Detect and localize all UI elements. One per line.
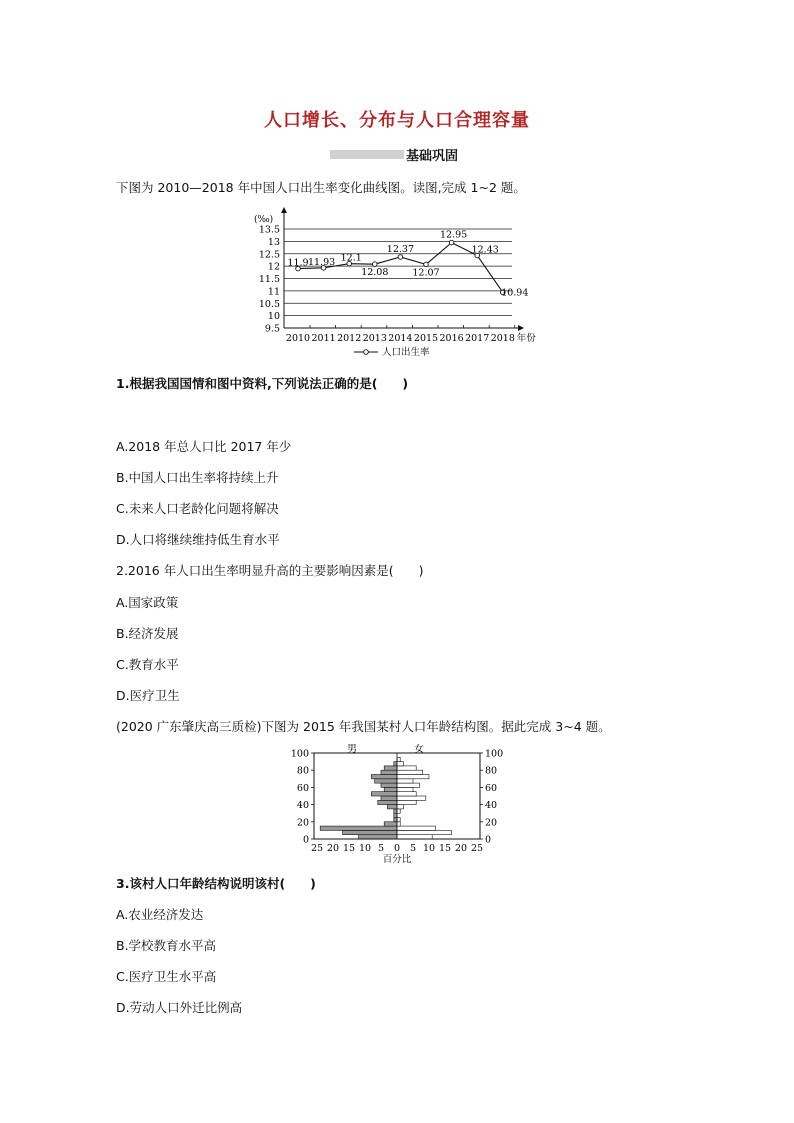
pyramid-axes: [291, 749, 503, 855]
x-tick-label: 25: [470, 843, 484, 854]
question-2-option-d[interactable]: D.医疗卫生: [116, 688, 180, 703]
x-tick-label: 5: [377, 843, 385, 854]
page-title: 人口增长、分布与人口合理容量: [264, 110, 530, 131]
x-tick-label: 2011: [311, 333, 336, 344]
data-label: 11.9: [287, 257, 309, 269]
x-tick-label: 10: [358, 843, 372, 854]
y-tick-label-right: 80: [485, 765, 498, 777]
y-tick-label-left: 0: [302, 834, 309, 846]
question-1-option-d[interactable]: D.人口将继续维持低生育水平: [116, 532, 280, 547]
y-tick-label: 10.5: [258, 298, 280, 310]
male-bar: [394, 818, 397, 822]
female-bar: [397, 775, 429, 779]
female-bar: [397, 796, 426, 800]
question-1-option-c[interactable]: C.未来人口老龄化问题将解决: [116, 501, 279, 516]
data-label: 10.94: [501, 287, 529, 299]
y-tick-label-right: 20: [485, 817, 498, 829]
male-label: 男: [347, 744, 357, 755]
x-tick-label: 2016: [439, 333, 464, 344]
y-tick-label: 12: [267, 261, 280, 273]
question-1-option-b[interactable]: B.中国人口出生率将持续上升: [116, 470, 279, 485]
data-point: [449, 240, 454, 245]
male-bar: [359, 835, 397, 839]
data-label: 12.08: [361, 267, 389, 279]
data-label: 12.07: [412, 267, 440, 279]
question-3-stem: 3.该村人口年龄结构说明该村( ): [116, 876, 316, 891]
y-tick-label-right: 100: [485, 748, 504, 760]
question-3-option-b[interactable]: B.学校教育水平高: [116, 938, 217, 953]
y-tick-label: 11: [267, 286, 280, 298]
male-bar: [375, 779, 397, 783]
y-tick-label-left: 100: [290, 748, 309, 760]
male-bar: [384, 787, 397, 791]
x-axis-label: 百分比: [382, 854, 412, 865]
female-bar: [397, 805, 403, 809]
y-tick-label-left: 80: [296, 765, 309, 777]
question-1-stem: 1.根据我国国情和图中资料,下列说法正确的是( ): [116, 376, 409, 391]
male-bar: [394, 809, 397, 813]
female-bar: [397, 830, 451, 834]
x-axis-arrow: [518, 325, 524, 331]
x-tick-label: 2017: [465, 333, 490, 344]
data-label: 12.1: [340, 252, 362, 264]
data-label: 12.37: [386, 243, 415, 255]
male-bar: [381, 770, 397, 774]
question-2-stem: 2.2016 年人口出生率明显升高的主要影响因素是( ): [116, 563, 424, 578]
male-bar: [371, 775, 397, 779]
female-bar: [397, 762, 403, 766]
y-tick-label-right: 0: [485, 834, 492, 846]
x-tick-label: 2010: [285, 333, 311, 344]
data-point: [424, 262, 429, 267]
chart-grid: [284, 229, 512, 316]
legend-label: 人口出生率: [382, 347, 430, 358]
y-tick-label: 10: [267, 311, 280, 323]
data-label: 12.95: [439, 229, 468, 241]
male-bar: [394, 813, 397, 817]
female-bar: [397, 818, 400, 822]
female-bar: [397, 822, 400, 826]
y-tick-label-right: 40: [485, 800, 498, 812]
question-3-option-c[interactable]: C.医疗卫生水平高: [116, 969, 217, 984]
x-tick-label: 20: [454, 843, 468, 854]
y-axis-arrow: [281, 207, 287, 213]
x-axis-label: 年份: [516, 333, 536, 344]
y-tick-label: 11.5: [258, 274, 280, 285]
male-bar: [381, 783, 397, 787]
population-pyramid-chart: [280, 744, 520, 866]
y-tick-label: 12.5: [258, 249, 280, 261]
section-header: [330, 147, 530, 167]
male-bar: [378, 800, 397, 804]
male-bar: [371, 792, 397, 796]
x-tick-label: 25: [310, 843, 324, 854]
x-tick-label: 2014: [388, 333, 413, 344]
question-1-option-a[interactable]: A.2018 年总人口比 2017 年少: [116, 439, 292, 454]
question-3-option-a[interactable]: A.农业经济发达: [116, 907, 204, 922]
data-label: 12.43: [471, 244, 499, 256]
legend-marker: [364, 350, 369, 355]
question-2-option-c[interactable]: C.教育水平: [116, 657, 179, 672]
male-bar: [387, 805, 397, 809]
y-tick-label: 9.5: [264, 323, 280, 335]
x-tick-label: 15: [438, 843, 452, 854]
male-bar: [384, 822, 397, 826]
y-tick-label-left: 40: [296, 800, 309, 812]
y-axis-label: (‰): [254, 215, 274, 225]
female-bar: [397, 770, 423, 774]
y-tick-label: 13: [267, 236, 280, 248]
x-tick-label: 2013: [362, 333, 387, 344]
data-label: 11.93: [307, 256, 336, 268]
x-tick-label: 2012: [337, 333, 362, 344]
question-2-option-a[interactable]: A.国家政策: [116, 595, 179, 610]
female-bar: [397, 779, 413, 783]
male-bar: [320, 826, 397, 830]
y-tick-label-left: 20: [296, 817, 309, 829]
x-tick-label: 2015: [413, 333, 439, 344]
female-label: 女: [414, 744, 424, 755]
y-tick-label-left: 60: [296, 782, 309, 794]
male-bar: [343, 830, 397, 834]
y-tick-label: 13.5: [258, 224, 280, 236]
x-tick-label: 0: [393, 843, 401, 854]
question-3-option-d[interactable]: D.劳动人口外迁比例高: [116, 1000, 243, 1015]
intro-text-1: 下图为 2010—2018 年中国人口出生率变化曲线图。读图,完成 1~2 题。: [116, 180, 526, 195]
section-label: 基础巩固: [406, 149, 459, 164]
female-bar: [397, 766, 416, 770]
data-point: [373, 262, 378, 267]
female-bar: [397, 800, 416, 804]
x-tick-label: 5: [409, 843, 417, 854]
pyramid-bars: [320, 757, 451, 839]
female-bar: [397, 809, 400, 813]
data-point: [398, 255, 403, 260]
male-bar: [384, 766, 397, 770]
x-tick-label: 10: [422, 843, 436, 854]
x-tick-label: 15: [342, 843, 356, 854]
intro-text-2: (2020 广东肇庆高三质检)下图为 2015 年我国某村人口年龄结构图。据此完成 3~4 题。: [116, 719, 611, 734]
female-bar: [397, 787, 413, 791]
female-bar: [397, 792, 416, 796]
question-2-option-b[interactable]: B.经济发展: [116, 626, 179, 641]
female-bar: [397, 757, 400, 761]
y-tick-label-right: 60: [485, 782, 498, 794]
section-bar: [330, 150, 404, 159]
female-bar: [397, 783, 419, 787]
x-tick-label: 2018: [490, 333, 515, 344]
female-bar: [397, 835, 432, 839]
female-bar: [397, 826, 435, 830]
x-tick-label: 20: [326, 843, 340, 854]
male-bar: [381, 796, 397, 800]
birth-rate-chart: [250, 204, 550, 359]
chart-axes: [254, 207, 536, 344]
male-bar: [394, 762, 397, 766]
